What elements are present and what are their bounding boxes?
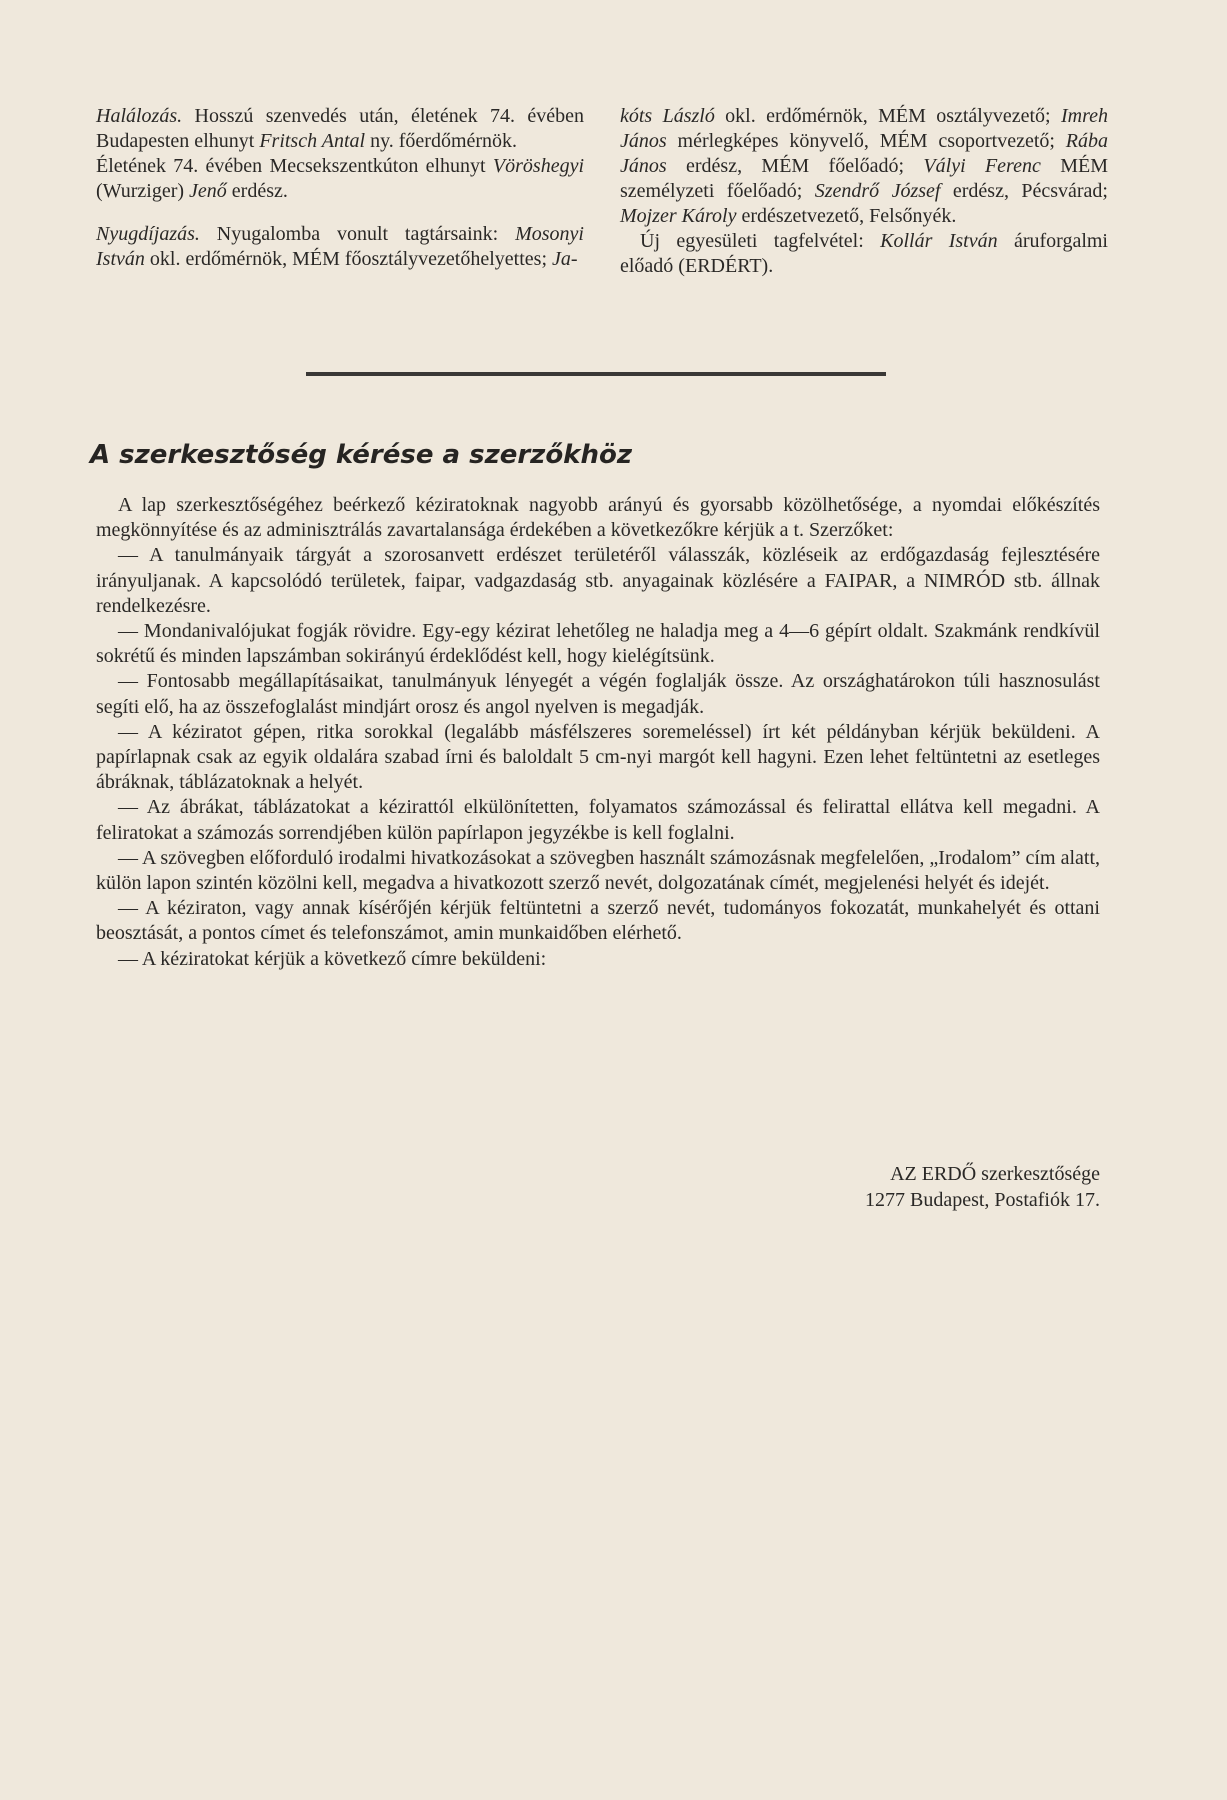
text: MÉM személyzeti főelőadó; [620,155,1108,202]
retirement-paragraph [96,222,584,272]
italic-text: Halálozás. [96,105,183,127]
list-item: — A kéziraton, vagy annak kísérőjén kérjük feltüntetni a szerző nevét, tudományos fokozatát, munkahelyét és ottani beosztását, a pontos címet és telefonszámot, amin munkaidőben elérhető. [96,897,1100,945]
text: Új egyesületi tagfelvétel: [640,230,881,252]
italic-text: Mojzer Károly [620,205,737,227]
list-item: — A kéziratokat kérjük a következő címre beküldeni: [118,947,547,970]
section-heading: A szerkesztőség kérése a szerzőkhöz [90,440,632,470]
obituary-paragraph-2 [96,154,584,204]
address-line: 1277 Budapest, Postafiók 17. [865,1188,1100,1211]
italic-text: Jenő [189,180,227,202]
text: Életének 74. évében Mecsekszentkúton elhunyt [96,155,493,177]
italic-text: Vöröshegyi [492,155,584,177]
text: áruforgalmi előadó (ERDÉRT). [620,230,1108,277]
text: Hosszú szenvedés után, életének 74. évében Budapesten elhunyt [96,105,584,152]
new-member-paragraph [620,229,1108,279]
section-divider [306,372,886,376]
list-item: — A szövegben előforduló irodalmi hivatkozásokat a szövegben használt számozásnak megfelelően, „Irodalom” cím alatt, külön lapon szintén közölni kell, megadva a hivatkozott szerző nevét, dolgozatának címét, megjelenési helyét és idejét. [96,846,1100,895]
retirement-continued [620,104,1108,229]
text: Nyugalomba vonult tagtársaink: [199,223,516,245]
right-column [620,104,1108,279]
text: erdészetvezető, Felsőnyék. [736,205,957,227]
list-item: — A kéziratot gépen, ritka sorokkal (legalább másfélszeres soremeléssel) írt két példányban kérjük beküldeni. A papírlapnak csak az egyik oldalára szabad írni és baloldalt 5 cm-nyi margót kell hagyni. Ezen lehet feltüntetni az esetleges ábráknak, táblázatoknak a helyét. [96,720,1100,794]
intro-paragraph: A lap szerkesztőségéhez beérkező kéziratoknak nagyobb arányú és gyorsabb közölhetősége, a nyomdai előkészítés megkönnyítése és az adminisztrálás zavartalansága érdekében a következőkre kérjük a t. Szerzőket: [96,494,1100,542]
italic-text: Ja- [552,248,578,270]
signature-line: AZ ERDŐ szerkesztősége [890,1163,1100,1185]
text: erdész. [226,180,288,202]
signature-block [865,1162,1100,1213]
italic-text: Fritsch Antal [259,130,366,152]
italic-text: Mosonyi István [96,223,584,270]
list-item: — Fontosabb megállapításaikat, tanulmányuk lényegét a végén foglalják össze. Az országhatárokon túli hasznosulást segíti elő, ha az összefoglalást mindjárt orosz és angol nyelven is megadják. [96,670,1100,718]
text: (Wurziger) [96,180,190,202]
italic-text: Szendrő József [814,180,941,202]
left-column [96,104,584,272]
text: okl. erdőmérnök, MÉM főosztályvezetőhelyettes; [144,248,552,270]
italic-text: Vályi Ferenc [923,155,1041,177]
italic-text: Kollár István [880,230,998,252]
text: erdész, MÉM főelőadó; [666,155,924,177]
list-item: — Az ábrákat, táblázatokat a kézirattól elkülönítetten, folyamatos számozással és felirattal ellátva kell megadni. A feliratokat a számozás sorrendjében külön papírlapon jegyzékbe is kell foglalni. [96,796,1100,844]
list-item: — A tanulmányaik tárgyát a szorosanvett erdészet területéről válasszák, közléseik az erdőgazdaság fejlesztésére irányuljanak. A kapcsolódó területek, faipar, vadgazdaság stb. anyagainak közlésére a FAIPAR, a NIMRÓD stb. állnak rendelkezésre. [96,544,1100,617]
text: mérlegképes könyvelő, MÉM csoportvezető; [666,130,1066,152]
italic-text: kóts László [620,105,715,127]
text: erdész, Pécsvárad; [940,180,1108,202]
list-item: — Mondanivalójukat fogják rövidre. Egy-egy kézirat lehetőleg ne haladja meg a 4—6 gépírt oldalt. Szakmánk rendkívül sokrétű és minden lapszámban sokirányú érdeklődést kell, hogy kielégítsünk. [96,620,1100,668]
text: okl. erdőmérnök, MÉM osztályvezető; [714,105,1061,127]
italic-text: Imreh János [620,105,1108,152]
text: ny. főerdőmérnök. [365,130,518,152]
italic-text: Nyugdíjazás. [96,223,200,245]
obituary-paragraph [96,104,584,154]
article-body [96,493,1100,972]
italic-text: Rába János [620,130,1108,177]
